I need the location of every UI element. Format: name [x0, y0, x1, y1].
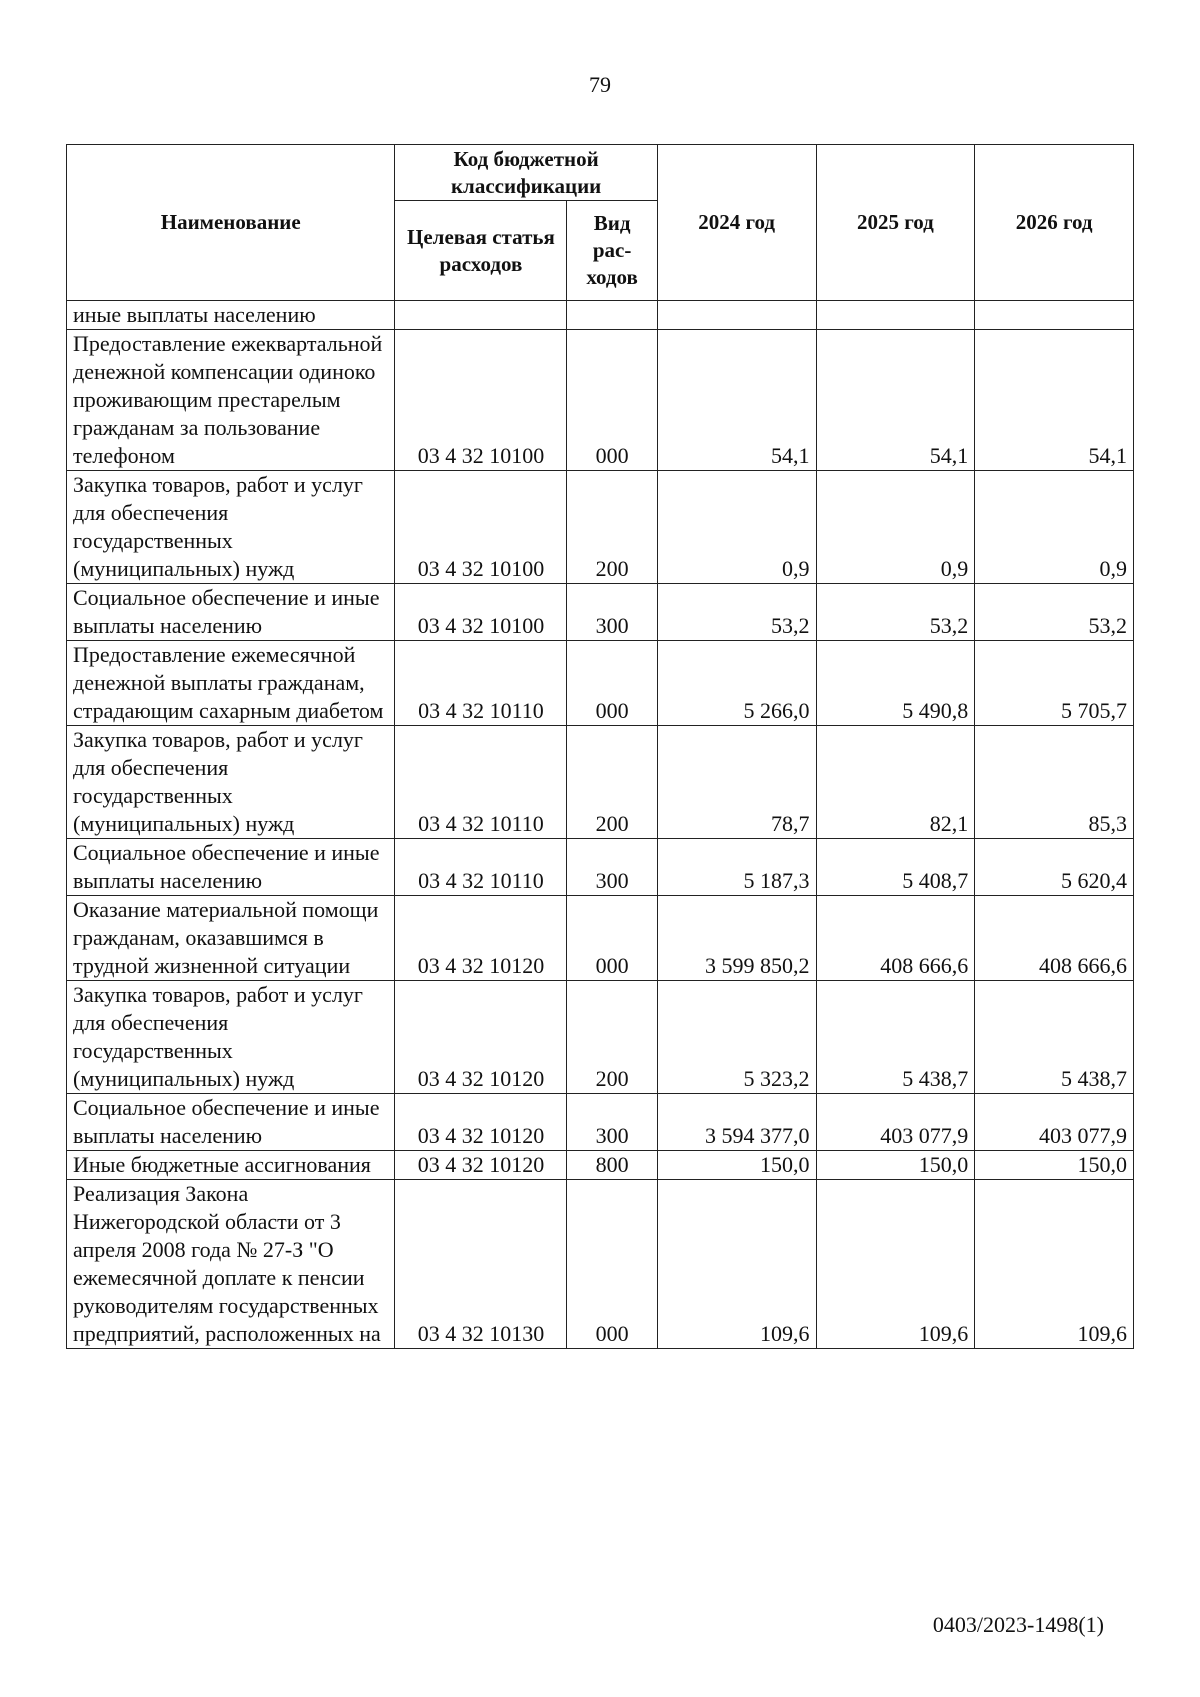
row-code: 03 4 32 10100 — [395, 471, 567, 584]
row-code: 03 4 32 10110 — [395, 641, 567, 726]
row-2025: 150,0 — [816, 1151, 975, 1180]
budget-table — [66, 144, 1134, 1349]
row-code: 03 4 32 10120 — [395, 1151, 567, 1180]
table-row — [67, 584, 1134, 641]
row-name: Закупка товаров, работ и услуг для обеспечения государственных (муниципальных) нужд — [67, 471, 395, 584]
row-2025: 109,6 — [816, 1180, 975, 1349]
row-name: Социальное обеспечение и иные выплаты населению — [67, 1094, 395, 1151]
row-name: Социальное обеспечение и иные выплаты населению — [67, 839, 395, 896]
row-kind: 300 — [567, 1094, 657, 1151]
table-row — [67, 981, 1134, 1094]
row-2026: 5 705,7 — [975, 641, 1134, 726]
table-row — [67, 896, 1134, 981]
row-2025: 5 438,7 — [816, 981, 975, 1094]
header-year-2024: 2024 год — [657, 145, 816, 301]
row-name: Иные бюджетные ассигнования — [67, 1151, 395, 1180]
page-number: 79 — [589, 72, 611, 97]
row-name: Закупка товаров, работ и услуг для обеспечения государственных (муниципальных) нужд — [67, 981, 395, 1094]
row-kind: 200 — [567, 726, 657, 839]
row-kind: 800 — [567, 1151, 657, 1180]
row-2025: 54,1 — [816, 330, 975, 471]
row-code: 03 4 32 10120 — [395, 896, 567, 981]
table-row — [67, 471, 1134, 584]
row-code: 03 4 32 10110 — [395, 839, 567, 896]
row-2024: 3 594 377,0 — [657, 1094, 816, 1151]
row-code: 03 4 32 10100 — [395, 584, 567, 641]
row-2024: 5 323,2 — [657, 981, 816, 1094]
row-2026: 54,1 — [975, 330, 1134, 471]
row-2026: 5 620,4 — [975, 839, 1134, 896]
row-kind: 300 — [567, 839, 657, 896]
row-code: 03 4 32 10120 — [395, 1094, 567, 1151]
row-2026: 5 438,7 — [975, 981, 1134, 1094]
table-row — [67, 1180, 1134, 1349]
header-year-2025: 2025 год — [816, 145, 975, 301]
row-kind: 000 — [567, 896, 657, 981]
table-row — [67, 330, 1134, 471]
row-2025: 403 077,9 — [816, 1094, 975, 1151]
document-code: 0403/2023-1498(1) — [932, 1612, 1104, 1637]
row-kind: 300 — [567, 584, 657, 641]
row-2024 — [657, 301, 816, 330]
row-code: 03 4 32 10110 — [395, 726, 567, 839]
header-expense-type: Вид рас-ходов — [567, 201, 657, 301]
table-row — [67, 839, 1134, 896]
row-kind: 000 — [567, 641, 657, 726]
row-name: Закупка товаров, работ и услуг для обеспечения государственных (муниципальных) нужд — [67, 726, 395, 839]
row-2026: 0,9 — [975, 471, 1134, 584]
table-row — [67, 301, 1134, 330]
row-2026: 150,0 — [975, 1151, 1134, 1180]
row-2024: 78,7 — [657, 726, 816, 839]
row-code: 03 4 32 10130 — [395, 1180, 567, 1349]
header-year-2026: 2026 год — [975, 145, 1134, 301]
table-body — [67, 301, 1134, 1349]
row-2025: 5 490,8 — [816, 641, 975, 726]
row-2025 — [816, 301, 975, 330]
row-name: Реализация Закона Нижегородской области от 3 апреля 2008 года № 27-З "О ежемесячной доплате к пенсии руководителям государственных предприятий, расположенных на — [67, 1180, 395, 1349]
row-2024: 54,1 — [657, 330, 816, 471]
table-header — [67, 145, 1134, 301]
row-2026: 403 077,9 — [975, 1094, 1134, 1151]
row-kind: 000 — [567, 1180, 657, 1349]
row-kind: 000 — [567, 330, 657, 471]
row-name: Социальное обеспечение и иные выплаты населению — [67, 584, 395, 641]
table-row — [67, 726, 1134, 839]
header-target-article: Целевая статья расходов — [395, 201, 567, 301]
table-row — [67, 1151, 1134, 1180]
row-2024: 3 599 850,2 — [657, 896, 816, 981]
row-2024: 5 187,3 — [657, 839, 816, 896]
row-code: 03 4 32 10100 — [395, 330, 567, 471]
row-2024: 53,2 — [657, 584, 816, 641]
row-kind: 200 — [567, 981, 657, 1094]
table-row — [67, 1094, 1134, 1151]
row-2024: 0,9 — [657, 471, 816, 584]
row-2024: 150,0 — [657, 1151, 816, 1180]
row-2025: 408 666,6 — [816, 896, 975, 981]
row-2026: 85,3 — [975, 726, 1134, 839]
row-2025: 53,2 — [816, 584, 975, 641]
row-name: иные выплаты населению — [67, 301, 395, 330]
row-2024: 5 266,0 — [657, 641, 816, 726]
row-2025: 0,9 — [816, 471, 975, 584]
row-2025: 5 408,7 — [816, 839, 975, 896]
row-2024: 109,6 — [657, 1180, 816, 1349]
row-code: 03 4 32 10120 — [395, 981, 567, 1094]
row-name: Предоставление ежемесячной денежной выплаты гражданам, страдающим сахарным диабетом — [67, 641, 395, 726]
row-2026: 109,6 — [975, 1180, 1134, 1349]
row-name: Оказание материальной помощи гражданам, оказавшимся в трудной жизненной ситуации — [67, 896, 395, 981]
row-2026: 408 666,6 — [975, 896, 1134, 981]
row-2026 — [975, 301, 1134, 330]
row-kind: 200 — [567, 471, 657, 584]
row-name: Предоставление ежеквартальной денежной компенсации одиноко проживающим престарелым гражданам за пользование телефоном — [67, 330, 395, 471]
table-row — [67, 641, 1134, 726]
header-code-group: Код бюджетной классификации — [395, 145, 657, 201]
row-2026: 53,2 — [975, 584, 1134, 641]
row-2025: 82,1 — [816, 726, 975, 839]
header-name: Наименование — [67, 145, 395, 301]
row-kind — [567, 301, 657, 330]
row-code — [395, 301, 567, 330]
